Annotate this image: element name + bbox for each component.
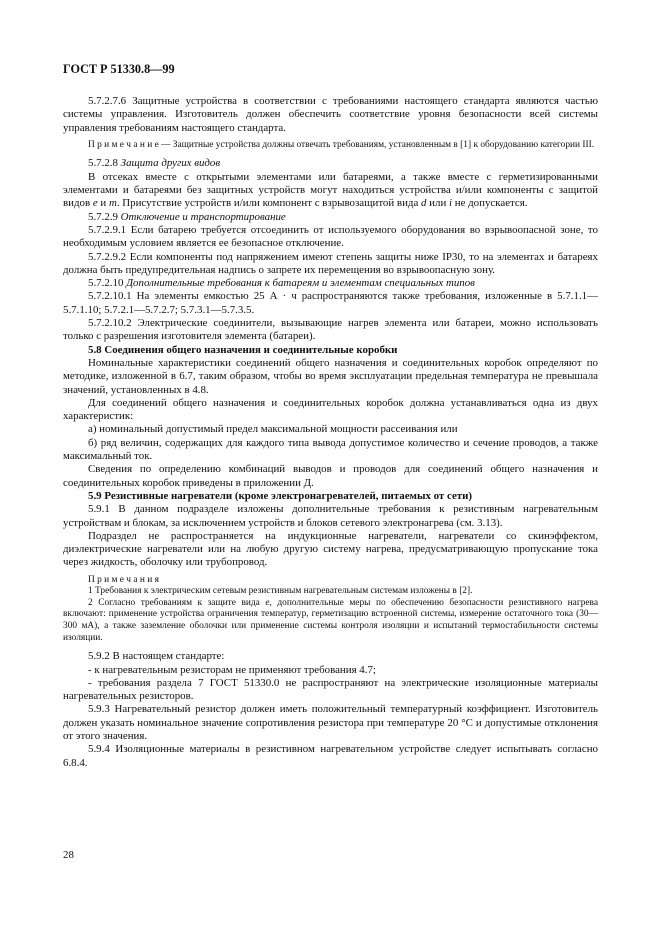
text-run: i [449, 197, 453, 210]
text-run: , дополнительные меры по обеспечению безопасности резистивного нагрева включают: применение устройства ограничения температур, герметизацию встроенной системы, измерение остаточного тока (30—300 мА), а также заземление оболочки или применение системы контроля изоляции и испытаний термостабильности системы изоляции. [63, 597, 598, 643]
text-run: . Присутствие устройств и/или компонент с взрывозащитой вида [116, 197, 421, 210]
notes-2 [63, 575, 598, 645]
heading-5-9: 5.9 Резистивные нагреватели (кроме электронагревателей, питаемых от сети) [88, 489, 473, 502]
paragraph-5-7-2-9-2: 5.7.2.9.2 Если компоненты под напряжением имеют степень защиты ниже IP30, то на элементах и батареях должна быть предупредительная надпись о запрете их перемещения во взрывоопасную зону. [63, 250, 598, 276]
note-label: П р и м е ч а н и е [88, 139, 159, 150]
list-item-dash-2: - требования раздела 7 ГОСТ 51330.0 не распространяют на электрические изоляционные материалы нагревательных резисторов. [63, 676, 598, 703]
paragraph-5-9-3: 5.9.3 Нагревательный резистор должен иметь положительный температурный коэффициент. Изготовитель должен указать номинальное значение сопротивления резистора при температуре 20 °С и допустимые отклонения от этого значения. [63, 703, 598, 743]
section-title: Защита других видов [120, 157, 221, 170]
paragraph-5-8-2: Для соединений общего назначения и соединительных коробок должна устанавливаться одна из двух характеристик: [63, 396, 598, 423]
document-header: ГОСТ Р 51330.8—99 [63, 62, 175, 76]
document-page [63, 62, 598, 770]
paragraph-5-9-4: 5.9.4 Изоляционные материалы в резистивном нагревательном устройстве следует испытывать согласно 6.8.4. [63, 743, 598, 769]
note-item-2 [63, 598, 598, 644]
notes-label: П р и м е ч а н и я [88, 574, 159, 585]
paragraph-5-7-2-7-6: 5.7.2.7.6 Защитные устройства в соответствии с требованиями настоящего стандарта являются частью системы управления. Изготовитель должен обеспечить соответствие уровня безопасности всей системы управления требованиям настоящего стандарта. [63, 95, 598, 134]
text-run: и [97, 197, 109, 210]
paragraph-5-8-3: Сведения по определению комбинаций выводов и проводов для соединений общего назначения и соединительных коробок приведены в приложении Д. [63, 463, 598, 489]
list-item-b: б) ряд величин, содержащих для каждого типа вывода допустимое количество и сечение проводов, а также максимальный ток. [63, 436, 598, 463]
text-run: e [92, 197, 98, 210]
paragraph-5-7-2-9-1: 5.7.2.9.1 Если батарею требуется отсоединить от используемого оборудования во взрывоопасной зоне, то необходимым условием является ее безопасное отключение. [63, 223, 598, 250]
section-title: Дополнительные требования к батареям и элементам специальных типов [126, 277, 475, 290]
paragraph-5-8-1: Номинальные характеристики соединений общего назначения и соединительных коробок определяют по методике, изложенной в 6.7, таким образом, чтобы во время эксплуатации предельная температура не превышала значений, установленных в 4.8. [63, 356, 598, 396]
text-run: или [426, 197, 449, 210]
paragraph-5-7-2-10-2: 5.7.2.10.2 Электрические соединители, вызывающие нагрев элемента или батареи, можно использовать только с разрешения изготовителя элемента (батареи). [63, 317, 598, 343]
paragraph-5-9-2: 5.9.2 В настоящем стандарте: [88, 650, 225, 663]
page-number: 28 [63, 849, 74, 861]
heading-5-7-2-9 [63, 211, 598, 224]
text-run: не допускается. [452, 197, 528, 210]
text-run: 2 Согласно требованиям к защите вида [88, 597, 266, 608]
paragraph-5-7-2-10-1: 5.7.2.10.1 На элементы емкостью 25 А · ч распространяются также требования, изложенные в 5.7.1.1—5.7.1.10; 5.7.2.1—5.7.2.7; 5.7.3.1—5.7.3.5. [63, 290, 598, 316]
paragraph-5-9-1-b: Подраздел не распространяется на индукционные нагреватели, нагреватели со скинэффектом, диэлектрические нагреватели или на любую другую систему нагрева, предусматривающую пропускание тока через жидкость, оболочку или трубопровод. [63, 529, 598, 569]
text-run: m [108, 197, 117, 210]
list-item-a: а) номинальный допустимый предел максимальной мощности рассеивания или [88, 423, 458, 436]
text-run: d [421, 197, 427, 210]
section-title: Отключение и транспортирование [120, 210, 286, 223]
section-number: 5.7.2.10 [88, 277, 127, 290]
paragraph-5-7-2-8 [63, 171, 598, 211]
list-item-dash-1: - к нагревательным резисторам не применяют требования 4.7; [88, 663, 376, 676]
text-run: В отсеках вместе с открытыми элементами или батареями, а также вместе с герметизированными элементами и батареями без защитных устройств могут находиться устройства и/или компоненты с защитой видов [63, 170, 598, 210]
note-1 [63, 140, 598, 152]
heading-5-8: 5.8 Соединения общего назначения и соединительные коробки [88, 343, 398, 356]
paragraph-5-9-1: 5.9.1 В данном подразделе изложены дополнительные требования к резистивным нагревательным устройствам и блокам, за исключением устройств и блоков сетевого электронагрева (см. 3.13). [63, 503, 598, 529]
note-text: — Защитные устройства должны отвечать требованиям, установленным в [1] к оборудованию категории III. [158, 139, 595, 150]
heading-5-7-2-8 [63, 157, 598, 170]
text-run: e [265, 597, 270, 608]
section-number: 5.7.2.9 [88, 210, 121, 223]
note-item-1: 1 Требования к электрическим сетевым резистивным нагревательным системам изложены в [2]. [88, 586, 473, 597]
heading-5-7-2-10 [63, 277, 598, 290]
section-number: 5.7.2.8 [88, 157, 121, 170]
